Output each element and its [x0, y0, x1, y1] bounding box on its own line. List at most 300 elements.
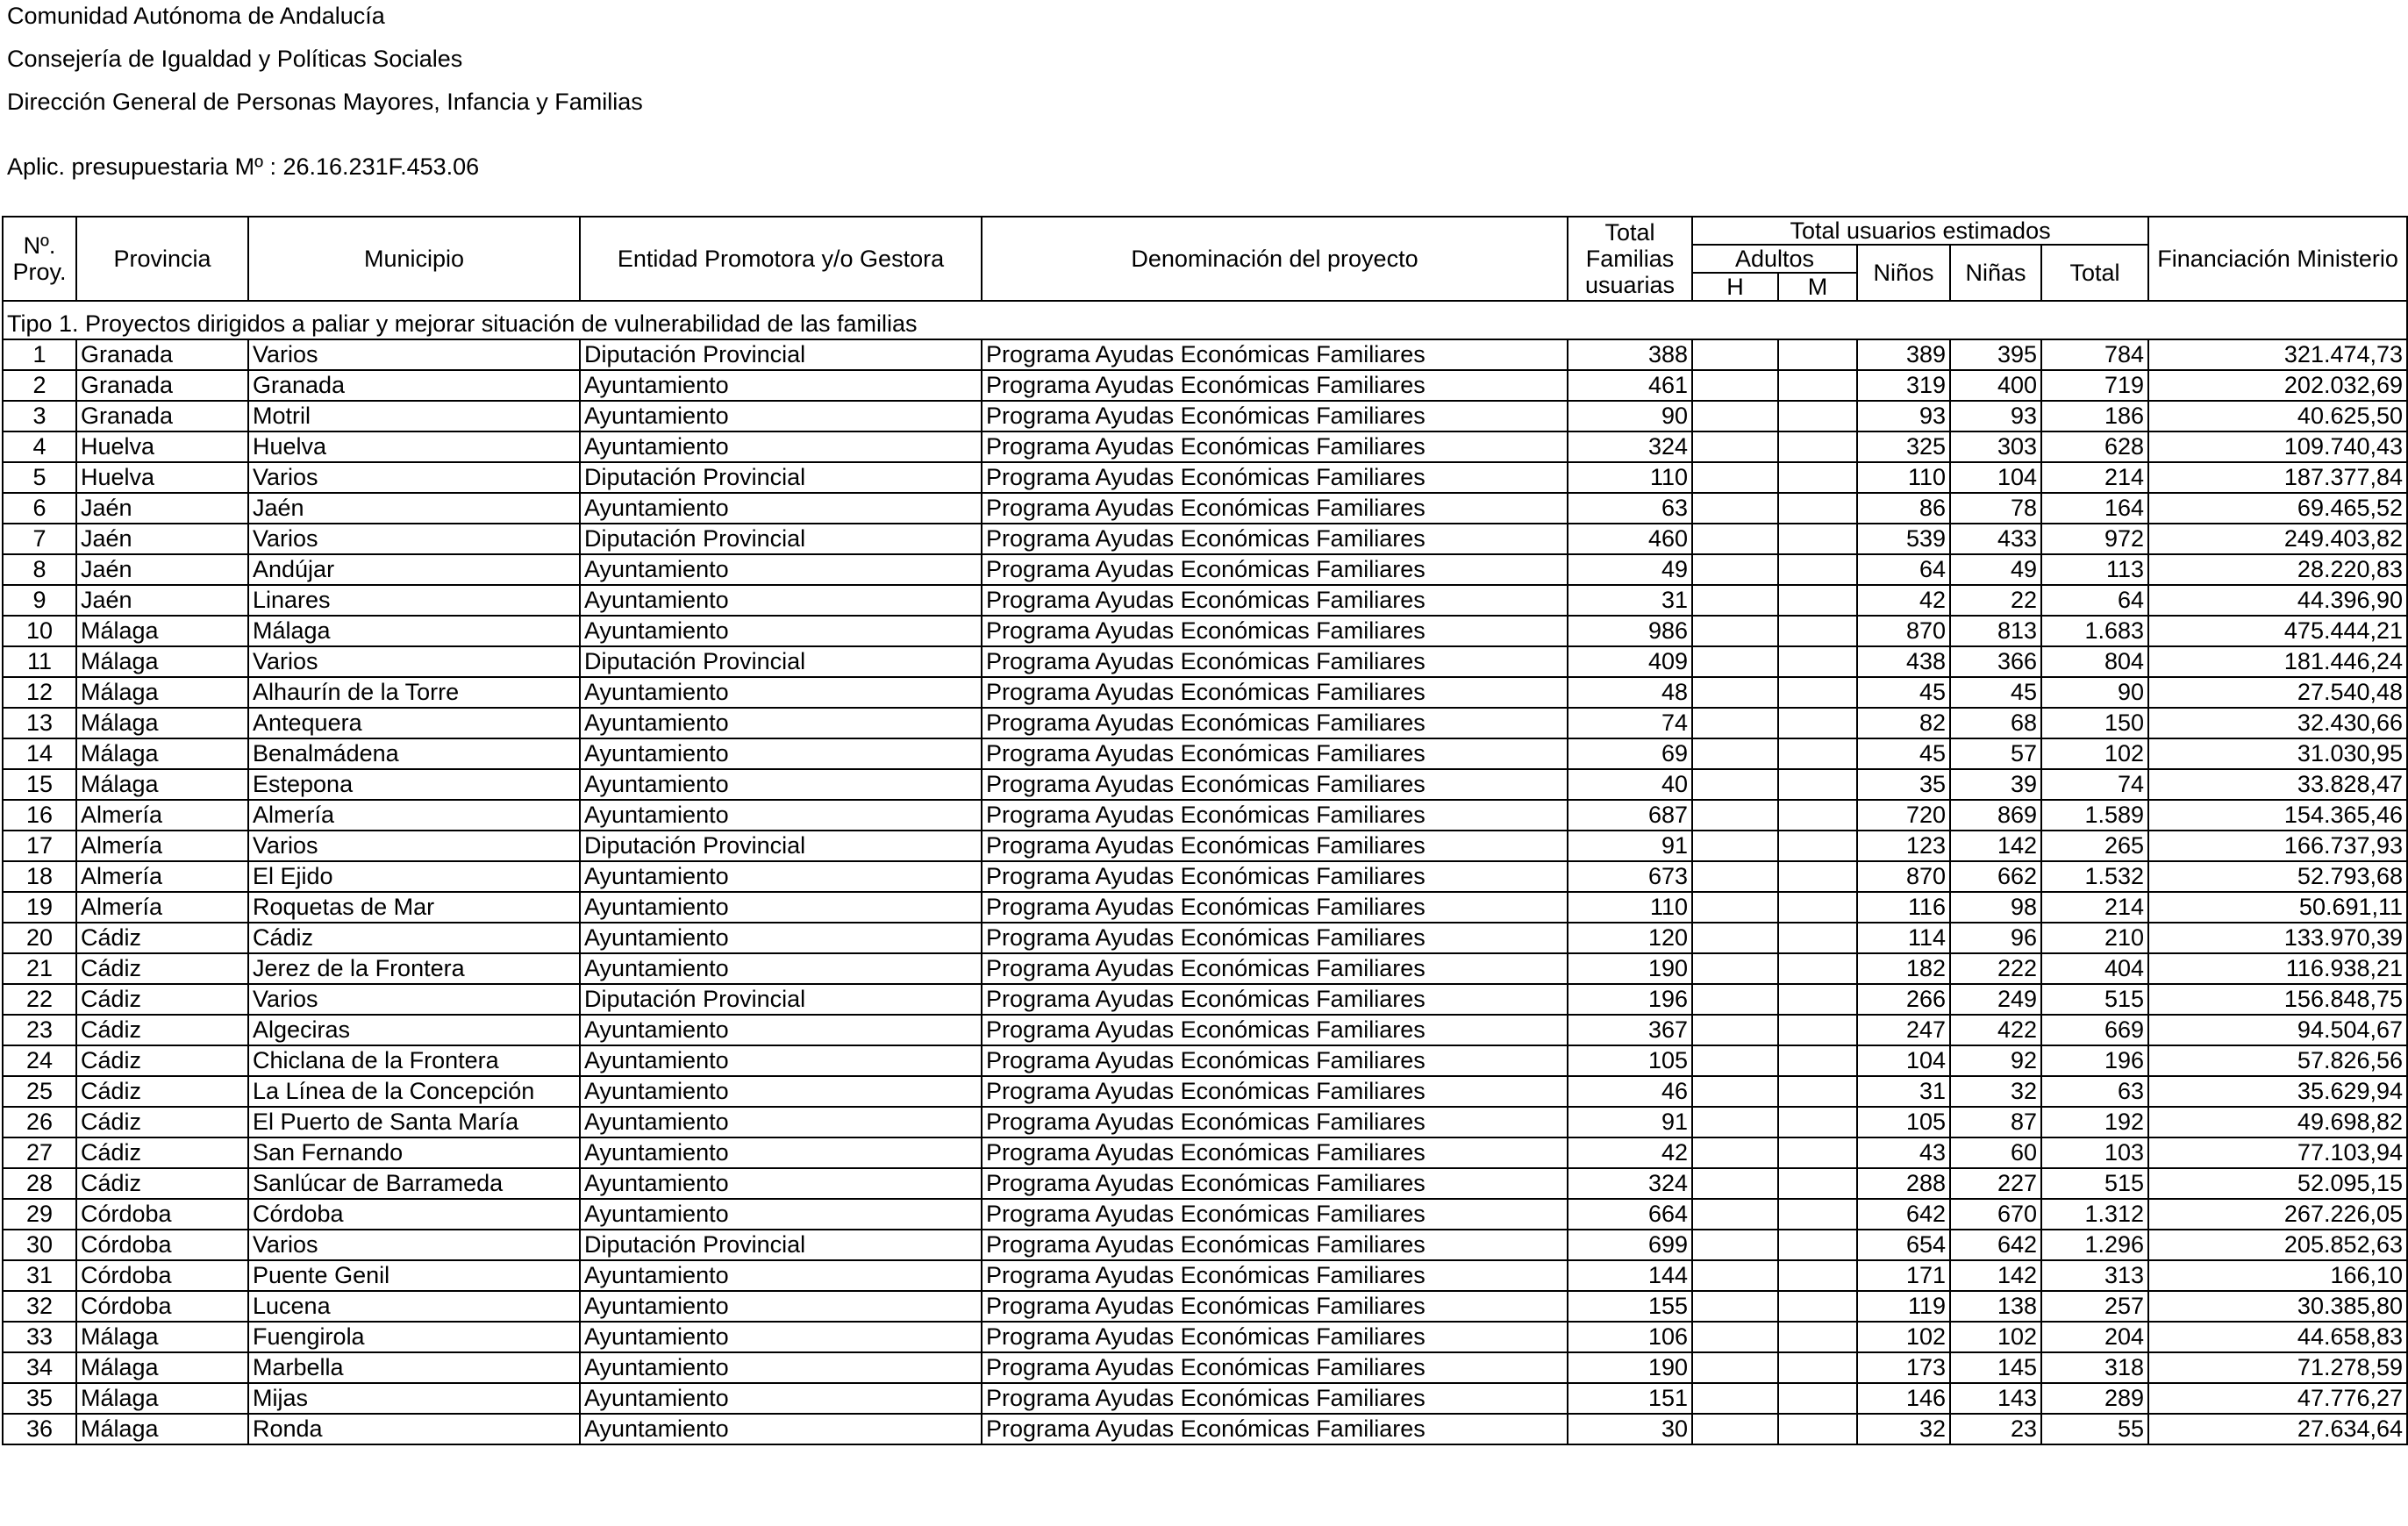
cell-ninas: 60 — [1950, 1137, 2041, 1168]
cell-denominacion: Programa Ayudas Económicas Familiares — [982, 554, 1568, 585]
cell-ninas: 303 — [1950, 431, 2041, 462]
cell-total: 1.312 — [2041, 1199, 2148, 1230]
cell-financiacion: 205.852,63 — [2148, 1230, 2407, 1260]
cell-h — [1692, 554, 1778, 585]
table-row — [3, 1383, 2407, 1414]
table-row — [3, 738, 2407, 769]
cell-provincia: Almería — [76, 861, 248, 892]
cell-m — [1778, 431, 1857, 462]
table-row — [3, 1291, 2407, 1322]
cell-ninas: 145 — [1950, 1352, 2041, 1383]
cell-ninos: 325 — [1857, 431, 1950, 462]
cell-provincia: Huelva — [76, 462, 248, 493]
header-usuarios: Total usuarios estimados — [1692, 217, 2148, 245]
table-row — [3, 1199, 2407, 1230]
cell-h — [1692, 708, 1778, 738]
cell-ninas: 92 — [1950, 1045, 2041, 1076]
cell-h — [1692, 1260, 1778, 1291]
cell-num: 15 — [3, 769, 76, 800]
cell-familias: 40 — [1568, 769, 1692, 800]
cell-denominacion: Programa Ayudas Económicas Familiares — [982, 769, 1568, 800]
cell-denominacion: Programa Ayudas Económicas Familiares — [982, 1076, 1568, 1107]
cell-total: 113 — [2041, 554, 2148, 585]
cell-h — [1692, 831, 1778, 861]
cell-financiacion: 44.658,83 — [2148, 1322, 2407, 1352]
cell-familias: 190 — [1568, 953, 1692, 984]
cell-ninas: 22 — [1950, 585, 2041, 616]
cell-financiacion: 202.032,69 — [2148, 370, 2407, 401]
cell-h — [1692, 339, 1778, 370]
cell-ninas: 670 — [1950, 1199, 2041, 1230]
cell-ninas: 23 — [1950, 1414, 2041, 1444]
cell-financiacion: 27.634,64 — [2148, 1414, 2407, 1444]
cell-denominacion: Programa Ayudas Económicas Familiares — [982, 1383, 1568, 1414]
cell-entidad: Ayuntamiento — [580, 1352, 982, 1383]
cell-num: 2 — [3, 370, 76, 401]
table-row — [3, 616, 2407, 646]
cell-ninas: 813 — [1950, 616, 2041, 646]
cell-num: 29 — [3, 1199, 76, 1230]
cell-municipio: Estepona — [248, 769, 580, 800]
table-row — [3, 677, 2407, 708]
cell-financiacion: 31.030,95 — [2148, 738, 2407, 769]
cell-ninas: 662 — [1950, 861, 2041, 892]
cell-h — [1692, 431, 1778, 462]
cell-num: 31 — [3, 1260, 76, 1291]
cell-denominacion: Programa Ayudas Económicas Familiares — [982, 616, 1568, 646]
cell-total: 204 — [2041, 1322, 2148, 1352]
cell-familias: 42 — [1568, 1137, 1692, 1168]
cell-denominacion: Programa Ayudas Económicas Familiares — [982, 953, 1568, 984]
cell-provincia: Málaga — [76, 1352, 248, 1383]
cell-total: 289 — [2041, 1383, 2148, 1414]
cell-num: 34 — [3, 1352, 76, 1383]
cell-financiacion: 47.776,27 — [2148, 1383, 2407, 1414]
cell-denominacion: Programa Ayudas Económicas Familiares — [982, 1107, 1568, 1137]
cell-familias: 48 — [1568, 677, 1692, 708]
cell-denominacion: Programa Ayudas Económicas Familiares — [982, 493, 1568, 524]
table-row — [3, 769, 2407, 800]
cell-total: 404 — [2041, 953, 2148, 984]
cell-municipio: Motril — [248, 401, 580, 431]
cell-total: 265 — [2041, 831, 2148, 861]
cell-financiacion: 69.465,52 — [2148, 493, 2407, 524]
table-row — [3, 554, 2407, 585]
cell-entidad: Ayuntamiento — [580, 1199, 982, 1230]
cell-familias: 49 — [1568, 554, 1692, 585]
cell-total: 628 — [2041, 431, 2148, 462]
cell-ninos: 32 — [1857, 1414, 1950, 1444]
cell-h — [1692, 769, 1778, 800]
table-row — [3, 861, 2407, 892]
cell-ninos: 173 — [1857, 1352, 1950, 1383]
cell-ninos: 45 — [1857, 738, 1950, 769]
cell-familias: 144 — [1568, 1260, 1692, 1291]
cell-familias: 460 — [1568, 524, 1692, 554]
cell-familias: 687 — [1568, 800, 1692, 831]
cell-entidad: Diputación Provincial — [580, 1230, 982, 1260]
cell-provincia: Cádiz — [76, 1107, 248, 1137]
cell-num: 17 — [3, 831, 76, 861]
cell-municipio: Fuengirola — [248, 1322, 580, 1352]
cell-total: 214 — [2041, 892, 2148, 923]
cell-h — [1692, 1291, 1778, 1322]
cell-entidad: Ayuntamiento — [580, 1168, 982, 1199]
cell-denominacion: Programa Ayudas Económicas Familiares — [982, 1230, 1568, 1260]
cell-provincia: Granada — [76, 401, 248, 431]
header-denominacion: Denominación del proyecto — [982, 217, 1568, 301]
cell-financiacion: 52.095,15 — [2148, 1168, 2407, 1199]
cell-num: 21 — [3, 953, 76, 984]
cell-h — [1692, 462, 1778, 493]
cell-m — [1778, 800, 1857, 831]
cell-familias: 196 — [1568, 984, 1692, 1015]
cell-familias: 91 — [1568, 1107, 1692, 1137]
cell-municipio: Granada — [248, 370, 580, 401]
cell-h — [1692, 493, 1778, 524]
cell-denominacion: Programa Ayudas Económicas Familiares — [982, 339, 1568, 370]
cell-ninos: 870 — [1857, 861, 1950, 892]
cell-total: 192 — [2041, 1107, 2148, 1137]
cell-total: 784 — [2041, 339, 2148, 370]
cell-denominacion: Programa Ayudas Económicas Familiares — [982, 1199, 1568, 1230]
cell-total: 90 — [2041, 677, 2148, 708]
cell-denominacion: Programa Ayudas Económicas Familiares — [982, 861, 1568, 892]
cell-municipio: Roquetas de Mar — [248, 892, 580, 923]
cell-provincia: Málaga — [76, 1322, 248, 1352]
table-row — [3, 892, 2407, 923]
cell-ninos: 43 — [1857, 1137, 1950, 1168]
cell-financiacion: 109.740,43 — [2148, 431, 2407, 462]
cell-num: 27 — [3, 1137, 76, 1168]
cell-entidad: Ayuntamiento — [580, 861, 982, 892]
cell-ninas: 49 — [1950, 554, 2041, 585]
cell-h — [1692, 1322, 1778, 1352]
cell-provincia: Córdoba — [76, 1291, 248, 1322]
header-h: H — [1692, 273, 1778, 301]
cell-h — [1692, 1137, 1778, 1168]
cell-ninas: 869 — [1950, 800, 2041, 831]
cell-entidad: Ayuntamiento — [580, 431, 982, 462]
cell-provincia: Málaga — [76, 1414, 248, 1444]
cell-entidad: Ayuntamiento — [580, 401, 982, 431]
cell-provincia: Almería — [76, 892, 248, 923]
cell-provincia: Jaén — [76, 585, 248, 616]
cell-num: 25 — [3, 1076, 76, 1107]
cell-denominacion: Programa Ayudas Económicas Familiares — [982, 923, 1568, 953]
cell-ninos: 82 — [1857, 708, 1950, 738]
cell-ninos: 171 — [1857, 1260, 1950, 1291]
cell-h — [1692, 1414, 1778, 1444]
table-row — [3, 831, 2407, 861]
cell-ninas: 395 — [1950, 339, 2041, 370]
projects-table — [2, 216, 2408, 1445]
cell-ninas: 642 — [1950, 1230, 2041, 1260]
cell-num: 9 — [3, 585, 76, 616]
cell-m — [1778, 708, 1857, 738]
cell-total: 103 — [2041, 1137, 2148, 1168]
cell-m — [1778, 554, 1857, 585]
cell-financiacion: 166.737,93 — [2148, 831, 2407, 861]
cell-financiacion: 71.278,59 — [2148, 1352, 2407, 1383]
cell-m — [1778, 1199, 1857, 1230]
cell-financiacion: 321.474,73 — [2148, 339, 2407, 370]
cell-denominacion: Programa Ayudas Económicas Familiares — [982, 984, 1568, 1015]
cell-familias: 91 — [1568, 831, 1692, 861]
cell-num: 18 — [3, 861, 76, 892]
cell-municipio: Varios — [248, 1230, 580, 1260]
cell-financiacion: 154.365,46 — [2148, 800, 2407, 831]
section-title: Tipo 1. Proyectos dirigidos a paliar y mejorar situación de vulnerabilidad de las familias — [3, 301, 2407, 339]
cell-num: 12 — [3, 677, 76, 708]
header-familias-line3: usuarias — [1584, 272, 1676, 298]
cell-denominacion: Programa Ayudas Económicas Familiares — [982, 892, 1568, 923]
cell-m — [1778, 493, 1857, 524]
cell-provincia: Málaga — [76, 708, 248, 738]
cell-h — [1692, 800, 1778, 831]
cell-entidad: Diputación Provincial — [580, 524, 982, 554]
cell-total: 257 — [2041, 1291, 2148, 1322]
cell-denominacion: Programa Ayudas Económicas Familiares — [982, 1291, 1568, 1322]
cell-ninos: 539 — [1857, 524, 1950, 554]
cell-m — [1778, 923, 1857, 953]
cell-familias: 120 — [1568, 923, 1692, 953]
cell-m — [1778, 861, 1857, 892]
cell-municipio: Huelva — [248, 431, 580, 462]
cell-municipio: Sanlúcar de Barrameda — [248, 1168, 580, 1199]
cell-m — [1778, 1414, 1857, 1444]
cell-financiacion: 77.103,94 — [2148, 1137, 2407, 1168]
cell-entidad: Ayuntamiento — [580, 1076, 982, 1107]
cell-total: 1.589 — [2041, 800, 2148, 831]
cell-familias: 367 — [1568, 1015, 1692, 1045]
header-municipio: Municipio — [248, 217, 580, 301]
cell-familias: 190 — [1568, 1352, 1692, 1383]
cell-ninos: 389 — [1857, 339, 1950, 370]
table-row — [3, 800, 2407, 831]
cell-num: 14 — [3, 738, 76, 769]
cell-h — [1692, 524, 1778, 554]
cell-num: 20 — [3, 923, 76, 953]
cell-entidad: Ayuntamiento — [580, 370, 982, 401]
cell-ninos: 654 — [1857, 1230, 1950, 1260]
cell-ninos: 64 — [1857, 554, 1950, 585]
cell-m — [1778, 524, 1857, 554]
cell-num: 19 — [3, 892, 76, 923]
cell-ninas: 39 — [1950, 769, 2041, 800]
cell-total: 210 — [2041, 923, 2148, 953]
cell-financiacion: 49.698,82 — [2148, 1107, 2407, 1137]
cell-num: 28 — [3, 1168, 76, 1199]
cell-familias: 31 — [1568, 585, 1692, 616]
cell-ninos: 105 — [1857, 1107, 1950, 1137]
cell-ninas: 93 — [1950, 401, 2041, 431]
cell-m — [1778, 831, 1857, 861]
cell-ninos: 93 — [1857, 401, 1950, 431]
budget-line: Aplic. presupuestaria Mº : 26.16.231F.453.06 — [7, 153, 480, 180]
cell-m — [1778, 738, 1857, 769]
table-row — [3, 462, 2407, 493]
cell-num: 30 — [3, 1230, 76, 1260]
header-num-line1: Nº. — [23, 232, 56, 259]
cell-ninos: 720 — [1857, 800, 1950, 831]
cell-m — [1778, 1137, 1857, 1168]
table-row — [3, 370, 2407, 401]
table-header — [3, 217, 2407, 301]
cell-municipio: El Puerto de Santa María — [248, 1107, 580, 1137]
cell-entidad: Ayuntamiento — [580, 769, 982, 800]
cell-familias: 110 — [1568, 892, 1692, 923]
cell-familias: 63 — [1568, 493, 1692, 524]
cell-familias: 155 — [1568, 1291, 1692, 1322]
cell-entidad: Ayuntamiento — [580, 738, 982, 769]
cell-ninas: 32 — [1950, 1076, 2041, 1107]
cell-total: 804 — [2041, 646, 2148, 677]
cell-denominacion: Programa Ayudas Económicas Familiares — [982, 1260, 1568, 1291]
cell-h — [1692, 1199, 1778, 1230]
table-row — [3, 1414, 2407, 1444]
cell-ninas: 102 — [1950, 1322, 2041, 1352]
table-row — [3, 1352, 2407, 1383]
cell-entidad: Ayuntamiento — [580, 1107, 982, 1137]
cell-m — [1778, 1076, 1857, 1107]
cell-financiacion: 27.540,48 — [2148, 677, 2407, 708]
cell-m — [1778, 616, 1857, 646]
cell-financiacion: 267.226,05 — [2148, 1199, 2407, 1230]
cell-m — [1778, 1291, 1857, 1322]
cell-familias: 69 — [1568, 738, 1692, 769]
cell-municipio: San Fernando — [248, 1137, 580, 1168]
cell-m — [1778, 953, 1857, 984]
cell-entidad: Diputación Provincial — [580, 462, 982, 493]
cell-familias: 986 — [1568, 616, 1692, 646]
header-entidad: Entidad Promotora y/o Gestora — [580, 217, 982, 301]
cell-num: 24 — [3, 1045, 76, 1076]
cell-familias: 90 — [1568, 401, 1692, 431]
cell-entidad: Ayuntamiento — [580, 616, 982, 646]
cell-ninas: 249 — [1950, 984, 2041, 1015]
cell-provincia: Málaga — [76, 677, 248, 708]
cell-denominacion: Programa Ayudas Económicas Familiares — [982, 431, 1568, 462]
cell-ninas: 138 — [1950, 1291, 2041, 1322]
table-row — [3, 708, 2407, 738]
header-num — [3, 217, 76, 301]
table-row — [3, 339, 2407, 370]
header-total: Total — [2041, 245, 2148, 301]
cell-h — [1692, 370, 1778, 401]
cell-ninos: 42 — [1857, 585, 1950, 616]
cell-ninas: 366 — [1950, 646, 2041, 677]
cell-denominacion: Programa Ayudas Económicas Familiares — [982, 800, 1568, 831]
cell-provincia: Jaén — [76, 493, 248, 524]
cell-total: 972 — [2041, 524, 2148, 554]
cell-m — [1778, 1230, 1857, 1260]
cell-municipio: Ronda — [248, 1414, 580, 1444]
cell-denominacion: Programa Ayudas Económicas Familiares — [982, 1414, 1568, 1444]
cell-provincia: Málaga — [76, 1383, 248, 1414]
cell-familias: 324 — [1568, 1168, 1692, 1199]
cell-familias: 699 — [1568, 1230, 1692, 1260]
cell-provincia: Almería — [76, 800, 248, 831]
cell-municipio: Lucena — [248, 1291, 580, 1322]
cell-h — [1692, 677, 1778, 708]
cell-municipio: La Línea de la Concepción — [248, 1076, 580, 1107]
table-row — [3, 1322, 2407, 1352]
cell-municipio: Linares — [248, 585, 580, 616]
cell-num: 7 — [3, 524, 76, 554]
cell-denominacion: Programa Ayudas Económicas Familiares — [982, 585, 1568, 616]
cell-m — [1778, 646, 1857, 677]
cell-h — [1692, 738, 1778, 769]
cell-m — [1778, 1260, 1857, 1291]
cell-municipio: Varios — [248, 524, 580, 554]
cell-entidad: Ayuntamiento — [580, 554, 982, 585]
cell-municipio: Algeciras — [248, 1015, 580, 1045]
cell-num: 33 — [3, 1322, 76, 1352]
cell-num: 22 — [3, 984, 76, 1015]
cell-total: 164 — [2041, 493, 2148, 524]
cell-ninas: 400 — [1950, 370, 2041, 401]
cell-denominacion: Programa Ayudas Económicas Familiares — [982, 1137, 1568, 1168]
cell-denominacion: Programa Ayudas Económicas Familiares — [982, 1168, 1568, 1199]
cell-municipio: Alhaurín de la Torre — [248, 677, 580, 708]
cell-total: 63 — [2041, 1076, 2148, 1107]
cell-total: 1.296 — [2041, 1230, 2148, 1260]
cell-entidad: Ayuntamiento — [580, 1045, 982, 1076]
cell-m — [1778, 1045, 1857, 1076]
cell-ninos: 86 — [1857, 493, 1950, 524]
cell-entidad: Ayuntamiento — [580, 1015, 982, 1045]
cell-familias: 324 — [1568, 431, 1692, 462]
cell-municipio: Almería — [248, 800, 580, 831]
cell-ninos: 110 — [1857, 462, 1950, 493]
cell-financiacion: 52.793,68 — [2148, 861, 2407, 892]
cell-m — [1778, 370, 1857, 401]
cell-municipio: Varios — [248, 646, 580, 677]
cell-financiacion: 133.970,39 — [2148, 923, 2407, 953]
cell-financiacion: 32.430,66 — [2148, 708, 2407, 738]
cell-provincia: Málaga — [76, 738, 248, 769]
org-line-2: Consejería de Igualdad y Políticas Sociales — [7, 46, 463, 72]
cell-ninos: 182 — [1857, 953, 1950, 984]
cell-municipio: Andújar — [248, 554, 580, 585]
cell-m — [1778, 1383, 1857, 1414]
cell-ninas: 142 — [1950, 831, 2041, 861]
cell-ninas: 227 — [1950, 1168, 2041, 1199]
cell-m — [1778, 1015, 1857, 1045]
cell-municipio: Cádiz — [248, 923, 580, 953]
cell-ninas: 433 — [1950, 524, 2041, 554]
table-row — [3, 1076, 2407, 1107]
cell-provincia: Almería — [76, 831, 248, 861]
cell-denominacion: Programa Ayudas Económicas Familiares — [982, 1352, 1568, 1383]
cell-h — [1692, 1076, 1778, 1107]
cell-h — [1692, 892, 1778, 923]
cell-financiacion: 94.504,67 — [2148, 1015, 2407, 1045]
cell-municipio: Córdoba — [248, 1199, 580, 1230]
cell-entidad: Diputación Provincial — [580, 339, 982, 370]
cell-entidad: Ayuntamiento — [580, 892, 982, 923]
table-row — [3, 1015, 2407, 1045]
cell-provincia: Córdoba — [76, 1260, 248, 1291]
cell-total: 719 — [2041, 370, 2148, 401]
cell-entidad: Diputación Provincial — [580, 831, 982, 861]
table-row — [3, 431, 2407, 462]
cell-ninas: 422 — [1950, 1015, 2041, 1045]
cell-provincia: Cádiz — [76, 1137, 248, 1168]
cell-m — [1778, 462, 1857, 493]
cell-m — [1778, 1352, 1857, 1383]
